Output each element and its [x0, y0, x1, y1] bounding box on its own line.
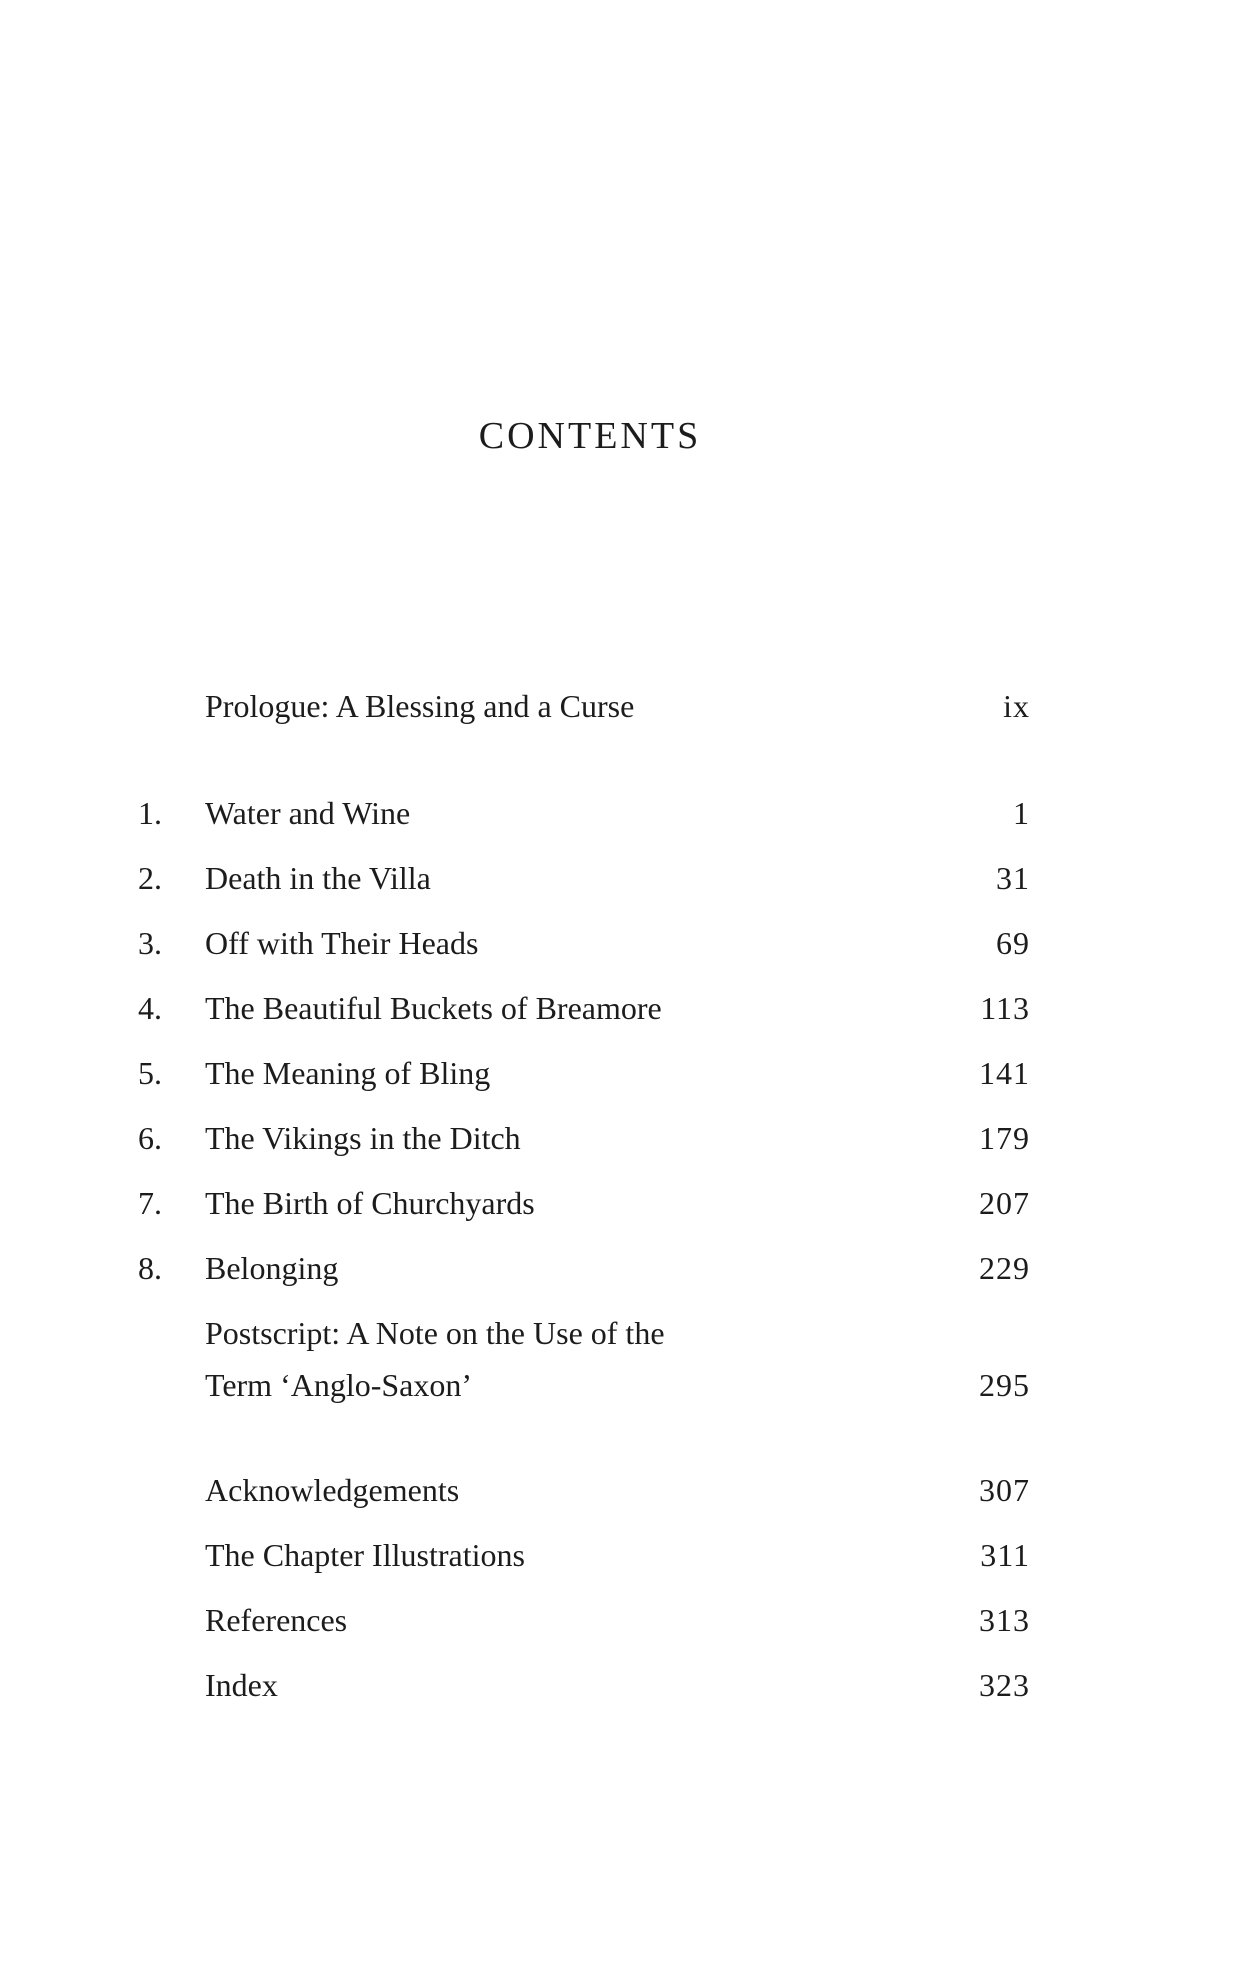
toc-entry-label-line-1: Postscript: A Note on the Use of the — [205, 1315, 665, 1351]
toc-entry-label: Prologue: A Blessing and a Curse — [205, 688, 635, 724]
chapter-number: 1. — [138, 795, 162, 831]
toc-entry-label: The Beautiful Buckets of Breamore — [205, 990, 662, 1026]
toc-entry-page: 141 — [979, 1055, 1030, 1091]
toc-entry-label-line-2: Term ‘Anglo-Saxon’ — [205, 1367, 473, 1403]
toc-entry-page: 31 — [996, 860, 1030, 896]
chapter-number: 6. — [138, 1120, 162, 1156]
toc-entry-label: The Chapter Illustrations — [205, 1537, 525, 1573]
toc-entry-page: 295 — [979, 1367, 1030, 1403]
toc-entry-label: The Meaning of Bling — [205, 1055, 491, 1091]
chapter-number: 8. — [138, 1250, 162, 1286]
chapter-number: 2. — [138, 860, 162, 896]
chapter-number: 3. — [138, 925, 162, 961]
toc-entry-label: Death in the Villa — [205, 860, 431, 896]
toc-entry-label: The Birth of Churchyards — [205, 1185, 535, 1221]
chapter-number: 7. — [138, 1185, 162, 1221]
chapter-number: 5. — [138, 1055, 162, 1091]
toc-entry-page: 207 — [979, 1185, 1030, 1221]
toc-entry-label: Off with Their Heads — [205, 925, 479, 961]
toc-entry-page: 229 — [979, 1250, 1030, 1286]
toc-entry-label: Index — [205, 1667, 278, 1703]
toc-entry-page: 179 — [979, 1120, 1030, 1156]
chapter-number: 4. — [138, 990, 162, 1026]
toc-entry-page: 69 — [996, 925, 1030, 961]
toc-entry-page: 313 — [979, 1602, 1030, 1638]
toc-entry-page: 311 — [980, 1537, 1030, 1573]
page-title: CONTENTS — [478, 415, 702, 457]
toc-entry-page: 1 — [1013, 795, 1030, 831]
toc-entry-page: 113 — [980, 990, 1030, 1026]
toc-entry-page: 307 — [979, 1472, 1030, 1508]
toc-entry-label: Water and Wine — [205, 795, 411, 831]
toc-entry-page: 323 — [979, 1667, 1030, 1703]
toc-entry-label: Acknowledgements — [205, 1472, 460, 1508]
toc-entry-label: Belonging — [205, 1250, 339, 1286]
toc-entry-label: References — [205, 1602, 348, 1638]
toc-entry-page: ix — [1003, 688, 1030, 724]
toc-entry-label: The Vikings in the Ditch — [205, 1120, 521, 1156]
